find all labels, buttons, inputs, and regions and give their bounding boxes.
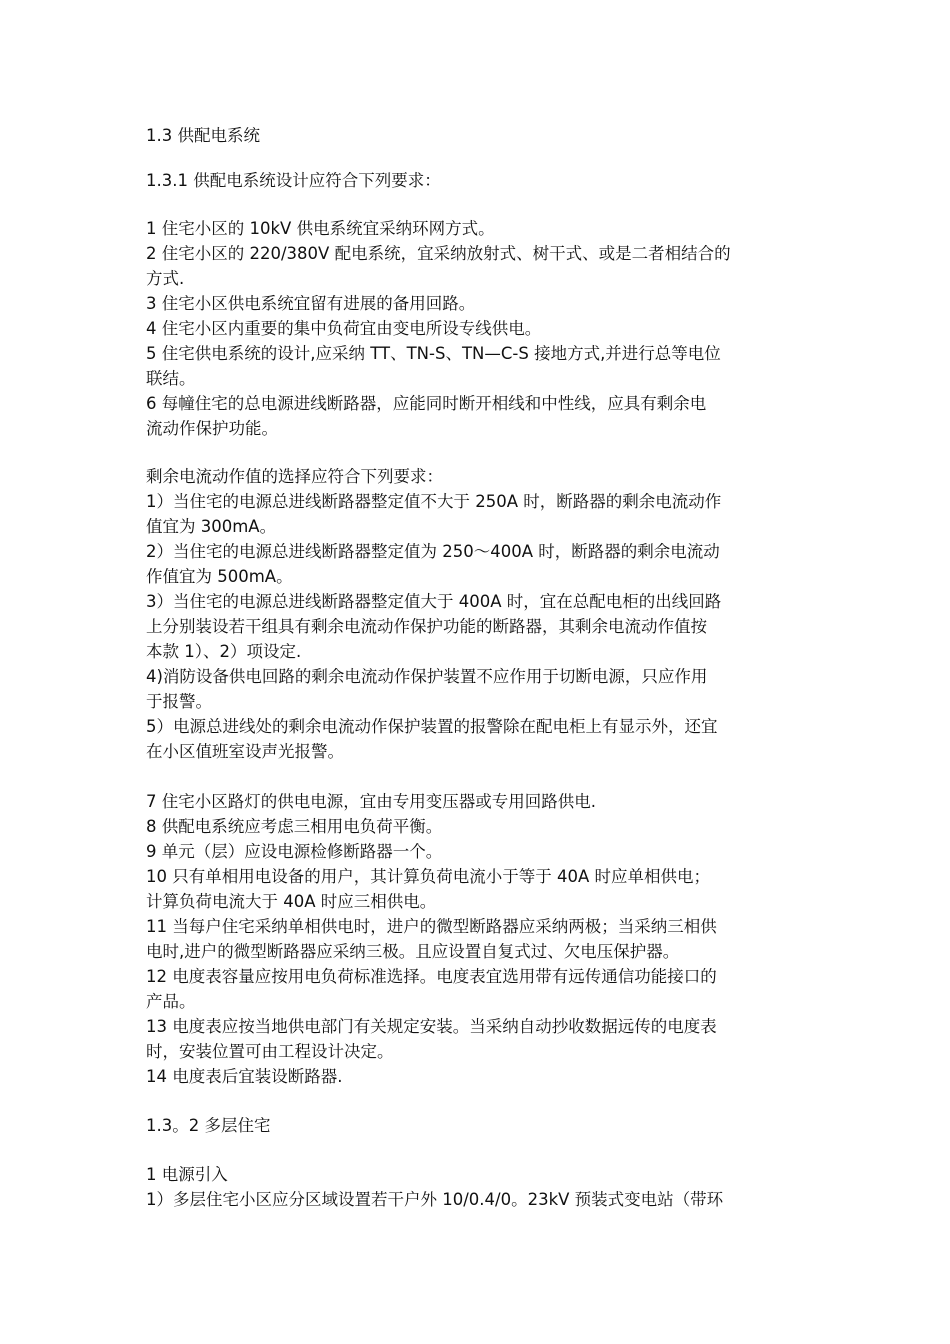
text-line: 3）当住宅的电源总进线断路器整定值大于 400A 时，宜在总配电柜的出线回路 (146, 592, 722, 611)
text-line: 值宜为 300mA。 (146, 517, 277, 536)
text-line: 2 住宅小区的 220/380V 配电系统，宜采纳放射式、树干式、或是二者相结合的 (146, 244, 731, 263)
text-line: 2）当住宅的电源总进线断路器整定值为 250～400A 时，断路器的剩余电流动 (146, 542, 720, 561)
text-line: 方式. (146, 269, 185, 288)
text-line: 时，安装位置可由工程设计决定。 (146, 1042, 394, 1061)
text-line: 7 住宅小区路灯的供电电源，宜由专用变压器或专用回路供电. (146, 792, 596, 811)
text-line: 1 电源引入 (146, 1165, 228, 1184)
text-line: 1）多层住宅小区应分区域设置若干户外 10/0.4/0。23kV 预装式变电站（带环 (146, 1190, 724, 1209)
text-line: 14 电度表后宜装设断路器. (146, 1067, 343, 1086)
text-line: 3 住宅小区供电系统宜留有进展的备用回路。 (146, 294, 476, 313)
text-line: 1 住宅小区的 10kV 供电系统宜采纳环网方式。 (146, 219, 495, 238)
text-line: 12 电度表容量应按用电负荷标准选择。电度表宜选用带有远传通信功能接口的 (146, 967, 717, 986)
text-line: 上分别装设若干组具有剩余电流动作保护功能的断路器，其剩余电流动作值按 (146, 617, 707, 636)
text-line: 8 供配电系统应考虑三相用电负荷平衡。 (146, 817, 443, 836)
text-line: 4)消防设备供电回路的剩余电流动作保护装置不应作用于切断电源，只应作用 (146, 667, 708, 686)
text-line: 5）电源总进线处的剩余电流动作保护装置的报警除在配电柜上有显示外，还宜 (146, 717, 718, 736)
section-heading: 1.3 供配电系统 (146, 126, 260, 145)
text-line: 在小区值班室设声光报警。 (146, 742, 344, 761)
text-line: 流动作保护功能。 (146, 419, 278, 438)
text-line: 作值宜为 500mA。 (146, 567, 293, 586)
text-line: 产品。 (146, 992, 196, 1011)
text-line: 9 单元（层）应设电源检修断路器一个。 (146, 842, 443, 861)
text-line: 1）当住宅的电源总进线断路器整定值不大于 250A 时，断路器的剩余电流动作 (146, 492, 722, 511)
subsection-heading: 1.3。2 多层住宅 (146, 1116, 271, 1135)
text-line: 本款 1）、2）项设定. (146, 642, 302, 661)
text-line: 6 每幢住宅的总电源进线断路器，应能同时断开相线和中性线，应具有剩余电 (146, 394, 707, 413)
text-line: 联结。 (146, 369, 196, 388)
text-line: 4 住宅小区内重要的集中负荷宜由变电所设专线供电。 (146, 319, 542, 338)
text-line: 电时,进户的微型断路器应采纳三极。且应设置自复式过、欠电压保护器。 (146, 942, 680, 961)
text-line: 5 住宅供电系统的设计,应采纳 TT、TN-S、TN—C-S 接地方式,并进行总等电位 (146, 344, 721, 363)
text-line: 剩余电流动作值的选择应符合下列要求： (146, 467, 443, 486)
text-line: 10 只有单相用电设备的用户，其计算负荷电流小于等于 40A 时应单相供电； (146, 867, 711, 886)
subsection-heading: 1.3.1 供配电系统设计应符合下列要求： (146, 171, 441, 190)
text-line: 计算负荷电流大于 40A 时应三相供电。 (146, 892, 437, 911)
text-line: 于报警。 (146, 692, 212, 711)
text-line: 11 当每户住宅采纳单相供电时，进户的微型断路器应采纳两极；当采纳三相供 (146, 917, 717, 936)
text-line: 13 电度表应按当地供电部门有关规定安装。当采纳自动抄收数据远传的电度表 (146, 1017, 717, 1036)
